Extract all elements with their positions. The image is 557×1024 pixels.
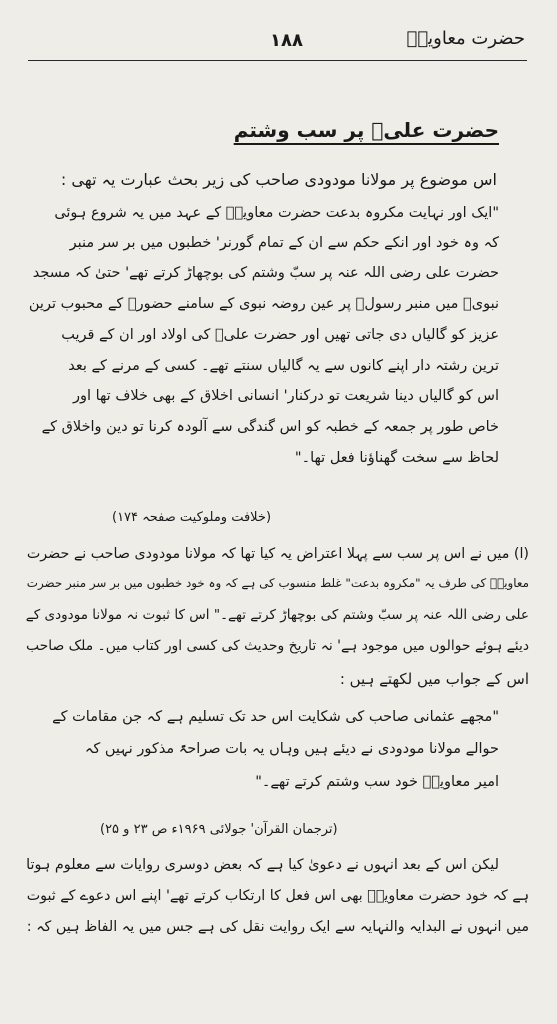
quote-line: کہ وہ خود اور انکے حکم سے ان کے تمام گورنر' خطبوں میں بر سر منبر bbox=[69, 235, 499, 251]
intro-text: اس موضوع پر مولانا مودودی صاحب کی زیر بحث عبارت یہ تھی : bbox=[60, 170, 497, 189]
quote-line: "ایک اور نہایت مکروہ بدعت حضرت معاویہؓ کے عہد میں یہ شروع ہوئی bbox=[54, 205, 499, 221]
quote-line: لحاظ سے سخت گھناؤنا فعل تھا۔" bbox=[294, 450, 499, 466]
quote-line: اس کو گالیاں دینا شریعت تو درکنار' انسانی اخلاق کے بھی خلاف تھا اور bbox=[72, 388, 499, 404]
quote-line: حضرت علی رضی اللہ عنہ پر سبّ وشتم کی بوچھاڑ کرتے تھے' حتیٰ کہ مسجد bbox=[32, 265, 499, 281]
paragraph-line: (ا) میں نے اس پر سب سے پہلا اعتراض یہ کیا تھا کہ مولانا مودودی صاحب نے حضرت bbox=[26, 546, 529, 562]
quote-line: ترین رشتہ دار اپنے کانوں سے یہ گالیاں سنتے تھے۔ کسی کے مرنے کے بعد bbox=[68, 358, 499, 374]
reference-citation: (ترجمان القرآن' جولائی ۱۹۶۹ء ص ۲۳ و ۲۵) bbox=[100, 822, 338, 837]
paragraph-line: ہے کہ خود حضرت معاویہؓ بھی اس فعل کا ارتکاب کرتے تھے' اپنے اس دعوے کے ثبوت bbox=[26, 888, 529, 904]
running-title: حضرت معاویہؓ bbox=[406, 28, 525, 49]
paragraph-line: علی رضی اللہ عنہ پر سبّ وشتم کی بوچھاڑ کرتے تھے۔" اس کا ثبوت نہ مولانا مودودی کے bbox=[25, 607, 529, 623]
quote-line: خاص طور پر جمعہ کے خطبہ کو اس گندگی سے آلودہ کرنا تو دین واخلاق کے bbox=[41, 419, 499, 435]
quote-line: "مجھے عثمانی صاحب کی شکایت اس حد تک تسلیم ہے کہ جن مقامات کے bbox=[52, 709, 499, 725]
paragraph-line: اس کے جواب میں لکھتے ہیں : bbox=[339, 670, 529, 688]
page-header bbox=[32, 28, 525, 58]
page-number: ۱۸۸ bbox=[270, 30, 303, 51]
header-rule bbox=[28, 60, 527, 61]
quote-line: نبویؐ میں منبر رسولؐ پر عین روضہ نبوی کے سامنے حضورؐ کے محبوب ترین bbox=[28, 296, 499, 312]
quote-line: حوالے مولانا مودودی نے دیئے ہیں وہاں یہ بات صراحۃً مذکور نہیں کہ bbox=[84, 741, 499, 757]
paragraph-line: لیکن اس کے بعد انہوں نے دعویٰ کیا ہے کہ بعض دوسری روایات سے معلوم ہوتا bbox=[26, 857, 499, 873]
paragraph-line: میں انہوں نے البدایہ والنہایہ سے ایک روایت نقل کی ہے جس میں یہ الفاظ ہیں کہ : bbox=[26, 919, 529, 935]
quote-line: عزیز کو گالیاں دی جاتی تھیں اور حضرت علیؓ کی اولاد اور ان کے قریب bbox=[61, 327, 499, 343]
section-heading: حضرت علیؓ پر سب وشتم bbox=[233, 118, 499, 142]
reference-citation: (خلافت وملوکیت صفحہ ۱۷۴) bbox=[112, 510, 272, 525]
paragraph-line: معاویہؓ کی طرف یہ "مکروہ بدعت" غلط منسوب کی ہے کہ وہ خود خطبوں میں بر سر منبر حضرت bbox=[26, 576, 529, 590]
paragraph-line: دیئے ہوئے حوالوں میں موجود ہے' نہ تاریخ وحدیث کی کسی اور کتاب میں۔ ملک صاحب bbox=[26, 638, 529, 654]
quote-line: امیر معاویہؓ خود سب وشتم کرتے تھے۔" bbox=[255, 774, 499, 790]
